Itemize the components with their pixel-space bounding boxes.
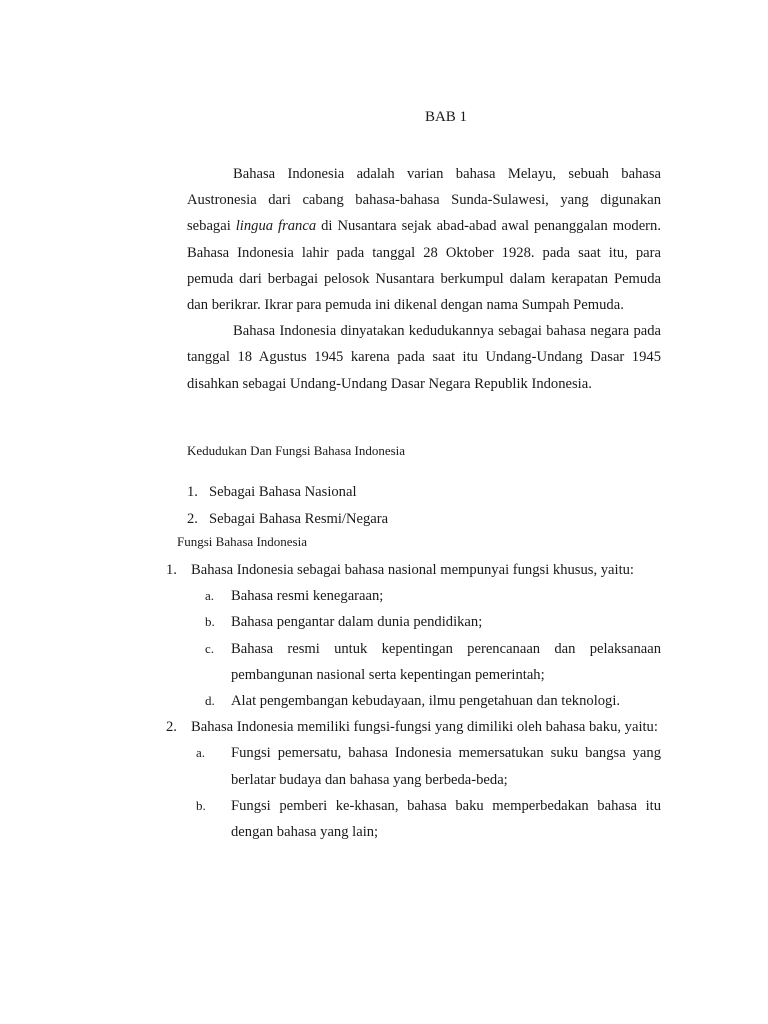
- sub-list-text: Fungsi pemersatu, bahasa Indonesia memersatukan suku bangsa yang berlatar budaya dan bahasa yang berbeda-beda;: [231, 745, 661, 788]
- list-item: [166, 557, 661, 583]
- kedudukan-list: [187, 479, 388, 532]
- intro-p1-text-a: Bahasa Indonesia adalah varian bahasa Melayu, sebuah bahasa Austronesia dari cabang bahasa-bahasa Sunda-Sulawesi, yang digunakan sebagai: [187, 166, 661, 235]
- sub-list-letter: b.: [196, 797, 206, 813]
- intro-section: [187, 161, 661, 397]
- fungsi-heading: Fungsi Bahasa Indonesia: [177, 534, 307, 549]
- sub-list-letter: c.: [205, 640, 215, 656]
- intro-paragraph-1: [187, 161, 661, 318]
- sub-list-text: Bahasa resmi untuk kepentingan perencanaan dan pelaksanaan pembangunan nasional serta kepentingan pemerintah;: [231, 640, 661, 683]
- list-text: Sebagai Bahasa Resmi/Negara: [209, 510, 389, 527]
- list-item: [166, 714, 661, 740]
- sub-list-item: [166, 740, 661, 792]
- sub-list-item: [166, 583, 661, 609]
- list-number: 1.: [187, 484, 198, 500]
- list-item: [187, 506, 388, 533]
- intro-p1-text-b: di Nusantara sejak abad-abad awal penanggalan modern. Bahasa Indonesia lahir pada tanggal 28 Oktober 1928. pada saat itu, para pemuda dari berbagai pelosok Nusantara berkumpul dalam kerapatan Pemuda dan berikrar. Ikrar para pemuda ini dikenal dengan nama Sumpah Pemuda.: [187, 218, 661, 314]
- sub-list: [166, 583, 661, 714]
- sub-list-letter: a.: [196, 745, 206, 761]
- sub-list-letter: d.: [205, 693, 215, 709]
- sub-list: [166, 740, 661, 845]
- sub-list-item: [166, 793, 661, 845]
- intro-p1-italic: lingua franca: [235, 218, 317, 235]
- list-item: [187, 479, 388, 506]
- list-number: 1.: [166, 562, 177, 578]
- chapter-title: BAB 1: [424, 109, 468, 125]
- sub-list-item: [166, 688, 661, 714]
- list-text: Sebagai Bahasa Nasional: [209, 484, 357, 500]
- list-text: Bahasa Indonesia sebagai bahasa nasional mempunyai fungsi khusus, yaitu:: [191, 562, 634, 578]
- sub-list-text: Bahasa pengantar dalam dunia pendidikan;: [231, 614, 483, 631]
- sub-list-text: Bahasa resmi kenegaraan;: [231, 588, 384, 605]
- intro-paragraph-2: Bahasa Indonesia dinyatakan kedudukannya sebagai bahasa negara pada tanggal 18 Agustus 1945 karena pada saat itu Undang-Undang Dasar 1945 disahkan sebagai Undang-Undang Dasar Negara Republik Indonesia.: [187, 323, 661, 392]
- fungsi-list: [166, 557, 661, 845]
- list-number: 2.: [187, 510, 198, 527]
- list-text: Bahasa Indonesia memiliki fungsi-fungsi yang dimiliki oleh bahasa baku, yaitu:: [191, 719, 658, 736]
- sub-list-item: [166, 609, 661, 635]
- sub-list-item: [166, 636, 661, 688]
- list-number: 2.: [166, 719, 177, 736]
- sub-list-letter: a.: [205, 588, 215, 604]
- sub-list-letter: b.: [205, 614, 215, 630]
- sub-list-text: Fungsi pemberi ke-khasan, bahasa baku memperbedakan bahasa itu dengan bahasa yang lain;: [231, 797, 661, 841]
- kedudukan-heading: Kedudukan Dan Fungsi Bahasa Indonesia: [187, 443, 406, 458]
- sub-list-text: Alat pengembangan kebudayaan, ilmu pengetahuan dan teknologi.: [231, 693, 621, 710]
